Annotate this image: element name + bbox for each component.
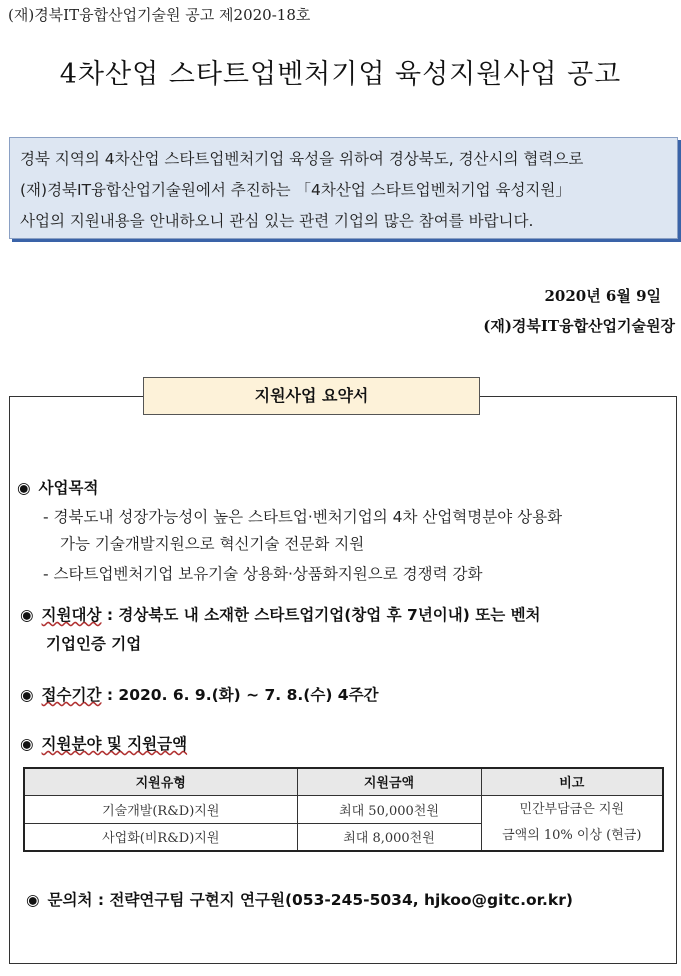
issuer-name: (재)경북IT융합산업기술원장 bbox=[483, 317, 675, 335]
header-note: 비고 bbox=[481, 768, 663, 795]
target-text: : 경상북도 내 소재한 스타트업기업(창업 후 7년이내) 또는 벤처 bbox=[101, 606, 541, 624]
table-row bbox=[24, 795, 663, 823]
fields-heading-text: 지원분야 및 지원금액 bbox=[41, 735, 188, 753]
bullet-icon: ◉ bbox=[26, 891, 40, 909]
bullet-icon: ◉ bbox=[20, 606, 34, 624]
period-label: 접수기간 bbox=[41, 686, 102, 704]
intro-box bbox=[9, 137, 678, 239]
row-type: 기술개발(R&D)지원 bbox=[24, 795, 297, 823]
intro-line: (재)경북IT융합산업기술원에서 추진하는 「4차산업 스타트업벤처기업 육성지원」 bbox=[20, 181, 571, 199]
funding-table bbox=[23, 767, 664, 852]
target-line bbox=[20, 603, 541, 625]
row-amount: 최대 50,000천원 bbox=[297, 795, 481, 823]
header-amount: 지원금액 bbox=[297, 768, 481, 795]
purpose-heading-text: 사업목적 bbox=[38, 479, 99, 497]
note-line: 민간부담금은 지원 bbox=[519, 801, 625, 817]
period-line bbox=[20, 683, 379, 705]
summary-title: 지원사업 요약서 bbox=[143, 377, 480, 415]
target-line-2: 기업인증 기업 bbox=[46, 635, 142, 653]
row-note bbox=[481, 795, 663, 851]
note-line: 금액의 10% 이상 (현금) bbox=[502, 827, 642, 843]
target-label: 지원대상 bbox=[41, 606, 102, 624]
summary-box bbox=[9, 396, 677, 964]
purpose-heading bbox=[17, 476, 98, 498]
row-type: 사업화(비R&D)지원 bbox=[24, 823, 297, 851]
header-type: 지원유형 bbox=[24, 768, 297, 795]
purpose-item: 가능 기술개발지원으로 혁신기술 전문화 지원 bbox=[60, 535, 365, 553]
contact-text: : 전략연구팀 구현지 연구원(053-245-5034, hjkoo@gitc.or.kr) bbox=[92, 891, 573, 909]
notice-number: (재)경북IT융합산업기술원 공고 제2020-18호 bbox=[8, 6, 311, 24]
bullet-icon: ◉ bbox=[20, 686, 34, 704]
bullet-icon: ◉ bbox=[20, 735, 34, 753]
contact-label: 문의처 bbox=[47, 891, 93, 909]
page-title: 4차산업 스타트업벤처기업 육성지원사업 공고 bbox=[59, 59, 622, 90]
intro-line: 사업의 지원내용을 안내하오니 관심 있는 관련 기업의 많은 참여를 바랍니다. bbox=[20, 212, 534, 230]
row-amount: 최대 8,000천원 bbox=[297, 823, 481, 851]
announcement-date: 2020년 6월 9일 bbox=[544, 287, 661, 305]
table-header-row bbox=[24, 768, 663, 795]
purpose-item: - 스타트업벤처기업 보유기술 상용화·상품화지원으로 경쟁력 강화 bbox=[43, 565, 483, 583]
fields-heading bbox=[20, 732, 187, 754]
bullet-icon: ◉ bbox=[17, 479, 31, 497]
period-text: : 2020. 6. 9.(화) ~ 7. 8.(수) 4주간 bbox=[101, 686, 379, 704]
purpose-item: - 경북도내 성장가능성이 높은 스타트업·벤처기업의 4차 산업혁명분야 상용화 bbox=[43, 508, 563, 526]
intro-line: 경북 지역의 4차산업 스타트업벤처기업 육성을 위하여 경상북도, 경산시의 협력으로 bbox=[20, 150, 584, 168]
contact-line bbox=[26, 888, 573, 910]
